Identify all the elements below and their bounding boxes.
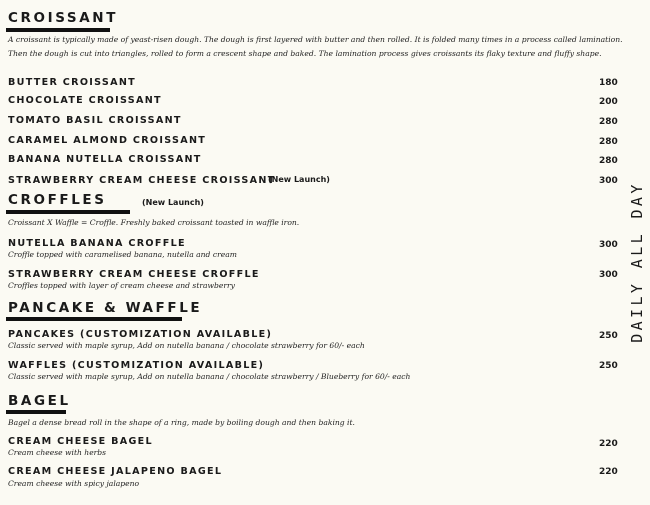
pancake-waffle-section-title: PANCAKE & WAFFLE xyxy=(8,300,203,316)
menu-item-price: 180 xyxy=(599,78,618,88)
menu-item-price: 200 xyxy=(599,97,618,107)
menu-item-description: Cream cheese with spicy jalapeno xyxy=(8,479,140,488)
croffles-description: Croissant X Waffle = Croffle. Freshly baked croissant toasted in waffle iron. xyxy=(8,218,300,227)
menu-item-description: Classic served with maple syrup, Add on nutella banana / chocolate strawberry for 60/- each xyxy=(8,341,365,350)
menu-item-description: Cream cheese with herbs xyxy=(8,448,107,457)
menu-item-name: CREAM CHEESE JALAPENO BAGEL xyxy=(8,466,223,477)
menu-item-price: 220 xyxy=(599,439,618,449)
menu-item-price: 280 xyxy=(599,117,618,127)
menu-item-name: NUTELLA BANANA CROFFLE xyxy=(8,238,186,249)
menu-item-price: 300 xyxy=(599,240,618,250)
menu-item-name: BUTTER CROISSANT xyxy=(8,77,137,88)
croffles-section-title: CROFFLES xyxy=(8,192,107,208)
pancake-waffle-title-underline xyxy=(6,317,182,321)
menu-item-description: Classic served with maple syrup, Add on nutella banana / chocolate strawberry / Blueberry for 60/- each xyxy=(8,372,411,381)
menu-item-price: 300 xyxy=(599,176,618,186)
daily-all-day-side-label: DAILY ALL DAY xyxy=(628,181,646,343)
new-launch-badge: (New Launch) xyxy=(268,175,330,184)
menu-item-name: BANANA NUTELLA CROISSANT xyxy=(8,154,202,165)
menu-item-description: Croffle topped with caramelised banana, nutella and cream xyxy=(8,250,237,259)
menu-item-name: STRAWBERRY CREAM CHEESE CROFFLE xyxy=(8,269,260,280)
menu-item-description: Croffles topped with layer of cream cheese and strawberry xyxy=(8,281,235,290)
menu-item-price: 250 xyxy=(599,361,618,371)
menu-item-name: CARAMEL ALMOND CROISSANT xyxy=(8,135,207,146)
menu-item-name: TOMATO BASIL CROISSANT xyxy=(8,115,182,126)
croissant-title-underline xyxy=(6,28,110,32)
croissant-section-title: CROISSANT xyxy=(8,10,118,26)
menu-item-price: 280 xyxy=(599,156,618,166)
menu-item-name: CREAM CHEESE BAGEL xyxy=(8,436,153,447)
menu-item-price: 220 xyxy=(599,467,618,477)
new-launch-badge: (New Launch) xyxy=(142,198,204,207)
bagel-description: Bagel a dense bread roll in the shape of a ring, made by boiling dough and then baking it. xyxy=(8,418,355,427)
menu-item-name: CHOCOLATE CROISSANT xyxy=(8,95,162,106)
menu-item-price: 300 xyxy=(599,270,618,280)
bagel-title-underline xyxy=(6,410,66,414)
menu-item-name: PANCAKES (CUSTOMIZATION AVAILABLE) xyxy=(8,329,273,340)
menu-item-price: 250 xyxy=(599,331,618,341)
menu-item-name: WAFFLES (CUSTOMIZATION AVAILABLE) xyxy=(8,360,265,371)
croissant-description: A croissant is typically made of yeast-risen dough. The dough is first layered with butter and then rolled. It is folded many times in a process called lamination. Then the dough is cut into triangles, rolled to form a crescent shape and baked. The lamination process gives croissants its flaky texture and fluffy shape. xyxy=(8,35,623,58)
menu-item-name: STRAWBERRY CREAM CHEESE CROISSANT xyxy=(8,175,276,186)
bagel-section-title: BAGEL xyxy=(8,393,71,409)
croffles-title-underline xyxy=(6,210,130,214)
menu-item-price: 280 xyxy=(599,137,618,147)
